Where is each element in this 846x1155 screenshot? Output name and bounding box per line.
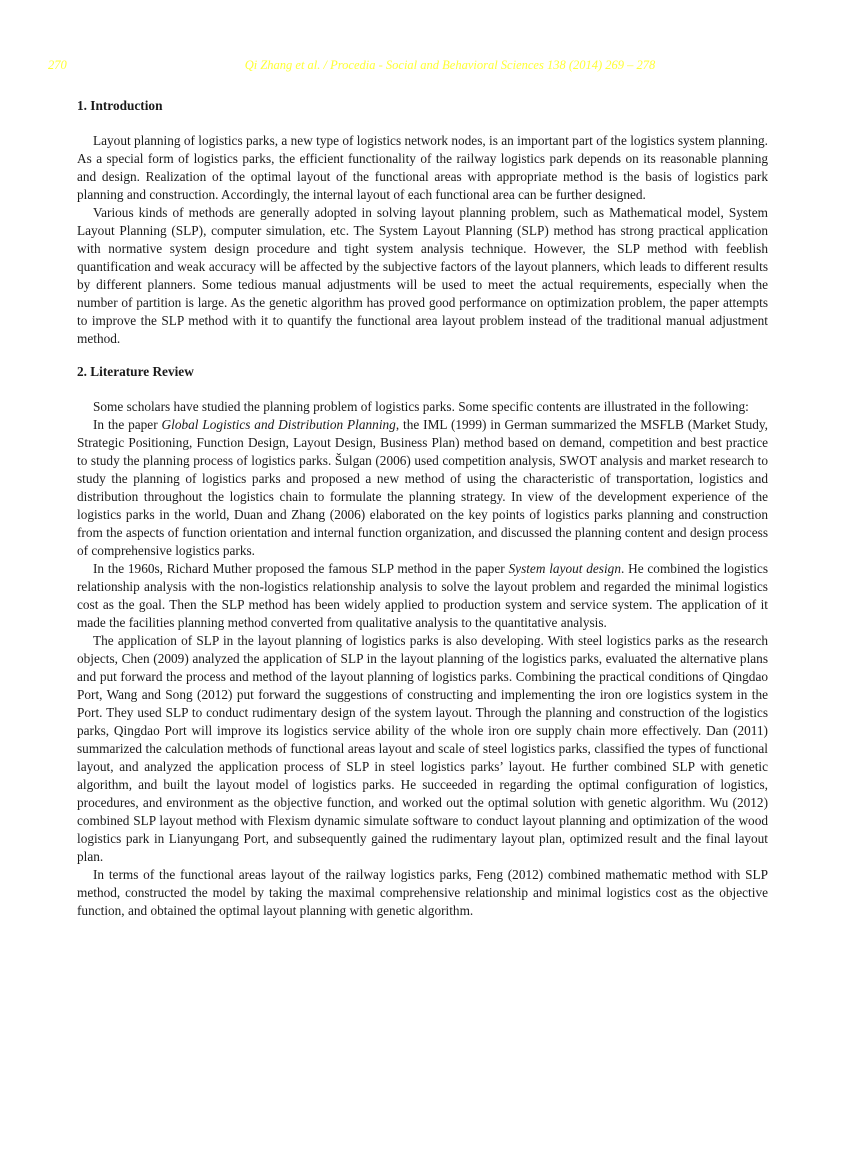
text-run: In the 1960s, Richard Muther proposed the famous SLP method in the paper	[93, 561, 509, 576]
paragraph	[77, 416, 768, 560]
journal-citation: Qi Zhang et al. / Procedia - Social and Behavioral Sciences 138 (2014) 269 – 278	[244, 58, 656, 72]
text-run: . He combined the logistics relationship analysis with the non-logistics relationship analysis to solve the layout problem and regarded the minimal logistics cost as the goal. Then the SLP method has been widely applied to production system and service system. The application of it made the facilities planning method converted from qualitative analysis to the quantitative analysis.	[77, 561, 768, 630]
paragraph: In terms of the functional areas layout of the railway logistics parks, Feng (2012) combined mathematic method with SLP method, constructed the model by taking the maximal comprehensive relationship and minimal logistics cost as the objective function, and obtained the optimal layout planning with genetic algorithm.	[77, 867, 768, 918]
article-body	[77, 97, 768, 920]
page-number: 270	[48, 58, 67, 72]
paragraph: Layout planning of logistics parks, a new type of logistics network nodes, is an important part of the logistics system planning. As a special form of logistics parks, the efficient functionality of the railway logistics park depends on its reasonable planning and design. Realization of the optimal layout of the functional areas with appropriate method is the basis of logistics park planning and construction. Accordingly, the internal layout of each functional area can be further designed.	[77, 133, 768, 202]
section-heading-literature-review: 2. Literature Review	[77, 364, 194, 379]
paragraph: Various kinds of methods are generally adopted in solving layout planning problem, such as Mathematical model, System Layout Planning (SLP), computer simulation, etc. The System Layout Planning (SLP) method has strong practical application with normative system design procedure and tight system analysis technique. However, the SLP method with feeblish quantification and weak accuracy will be affected by the subjective factors of the layout planners, which leads to different results by different planners. Some tedious manual adjustments will be used to meet the actual requirements, especially when the number of partition is large. As the genetic algorithm has proved good performance on optimization problem, the paper attempts to improve the SLP method with it to quantify the functional area layout problem instead of the traditional manual adjustment method.	[77, 205, 768, 346]
paper-title: System layout design	[508, 561, 621, 576]
running-header	[0, 56, 846, 76]
paragraph: Some scholars have studied the planning problem of logistics parks. Some specific contents are illustrated in the following:	[93, 399, 749, 414]
section-heading-introduction: 1. Introduction	[77, 98, 163, 113]
book-title: Global Logistics and Distribution Planning	[161, 417, 396, 432]
paragraph	[77, 560, 768, 632]
text-run: In the paper	[93, 417, 162, 432]
paragraph: The application of SLP in the layout planning of logistics parks is also developing. With steel logistics parks as the research objects, Chen (2009) analyzed the application of SLP in the layout planning of the logistics parks, evaluated the alternative plans and put forward the process and method of the layout planning of logistics parks. Combining the practical conditions of Qingdao Port, Wang and Song (2012) put forward the suggestions of constructing and implementing the iron ore logistics system in the Port. They used SLP to conduct rudimentary design of the system layout. Through the planning and construction of the logistics parks, Qingdao Port will improve its logistics service ability of the whole iron ore supply chain more effectively. Dan (2011) summarized the calculation methods of functional areas layout and scale of steel logistics parks, classified the types of functional layout, and analyzed the application process of SLP in steel logistics parks’ layout. He further combined SLP with genetic algorithm, and built the layout model of logistics parks. He succeeded in regarding the optimal configuration of logistics, procedures, and environment as the objective function, and worked out the optimal solution with genetic algorithm. Wu (2012) combined SLP layout method with Flexism dynamic simulate software to conduct layout planning and optimization of the wood logistics park in Lianyungang Port, and subsequently gained the rudimentary layout plan, optimized result and the final layout plan.	[77, 633, 768, 864]
text-run: , the IML (1999) in German summarized the MSFLB (Market Study, Strategic Positioning, Function Design, Layout Design, Business Plan) method based on demand, competition and best practice to study the planning process of logistics parks. Šulgan (2006) used competition analysis, SWOT analysis and market research to study the planning of logistics parks and proposed a new method of using the characteristic of transportation, logistics and distribution throughout the logistics chain to formulate the planning strategy. In view of the development experience of the logistics parks in the world, Duan and Zhang (2006) elaborated on the key points of logistics parks planning and construction from the aspects of function orientation and internal function organization, and discussed the planning content and design process of comprehensive logistics parks.	[77, 417, 768, 558]
